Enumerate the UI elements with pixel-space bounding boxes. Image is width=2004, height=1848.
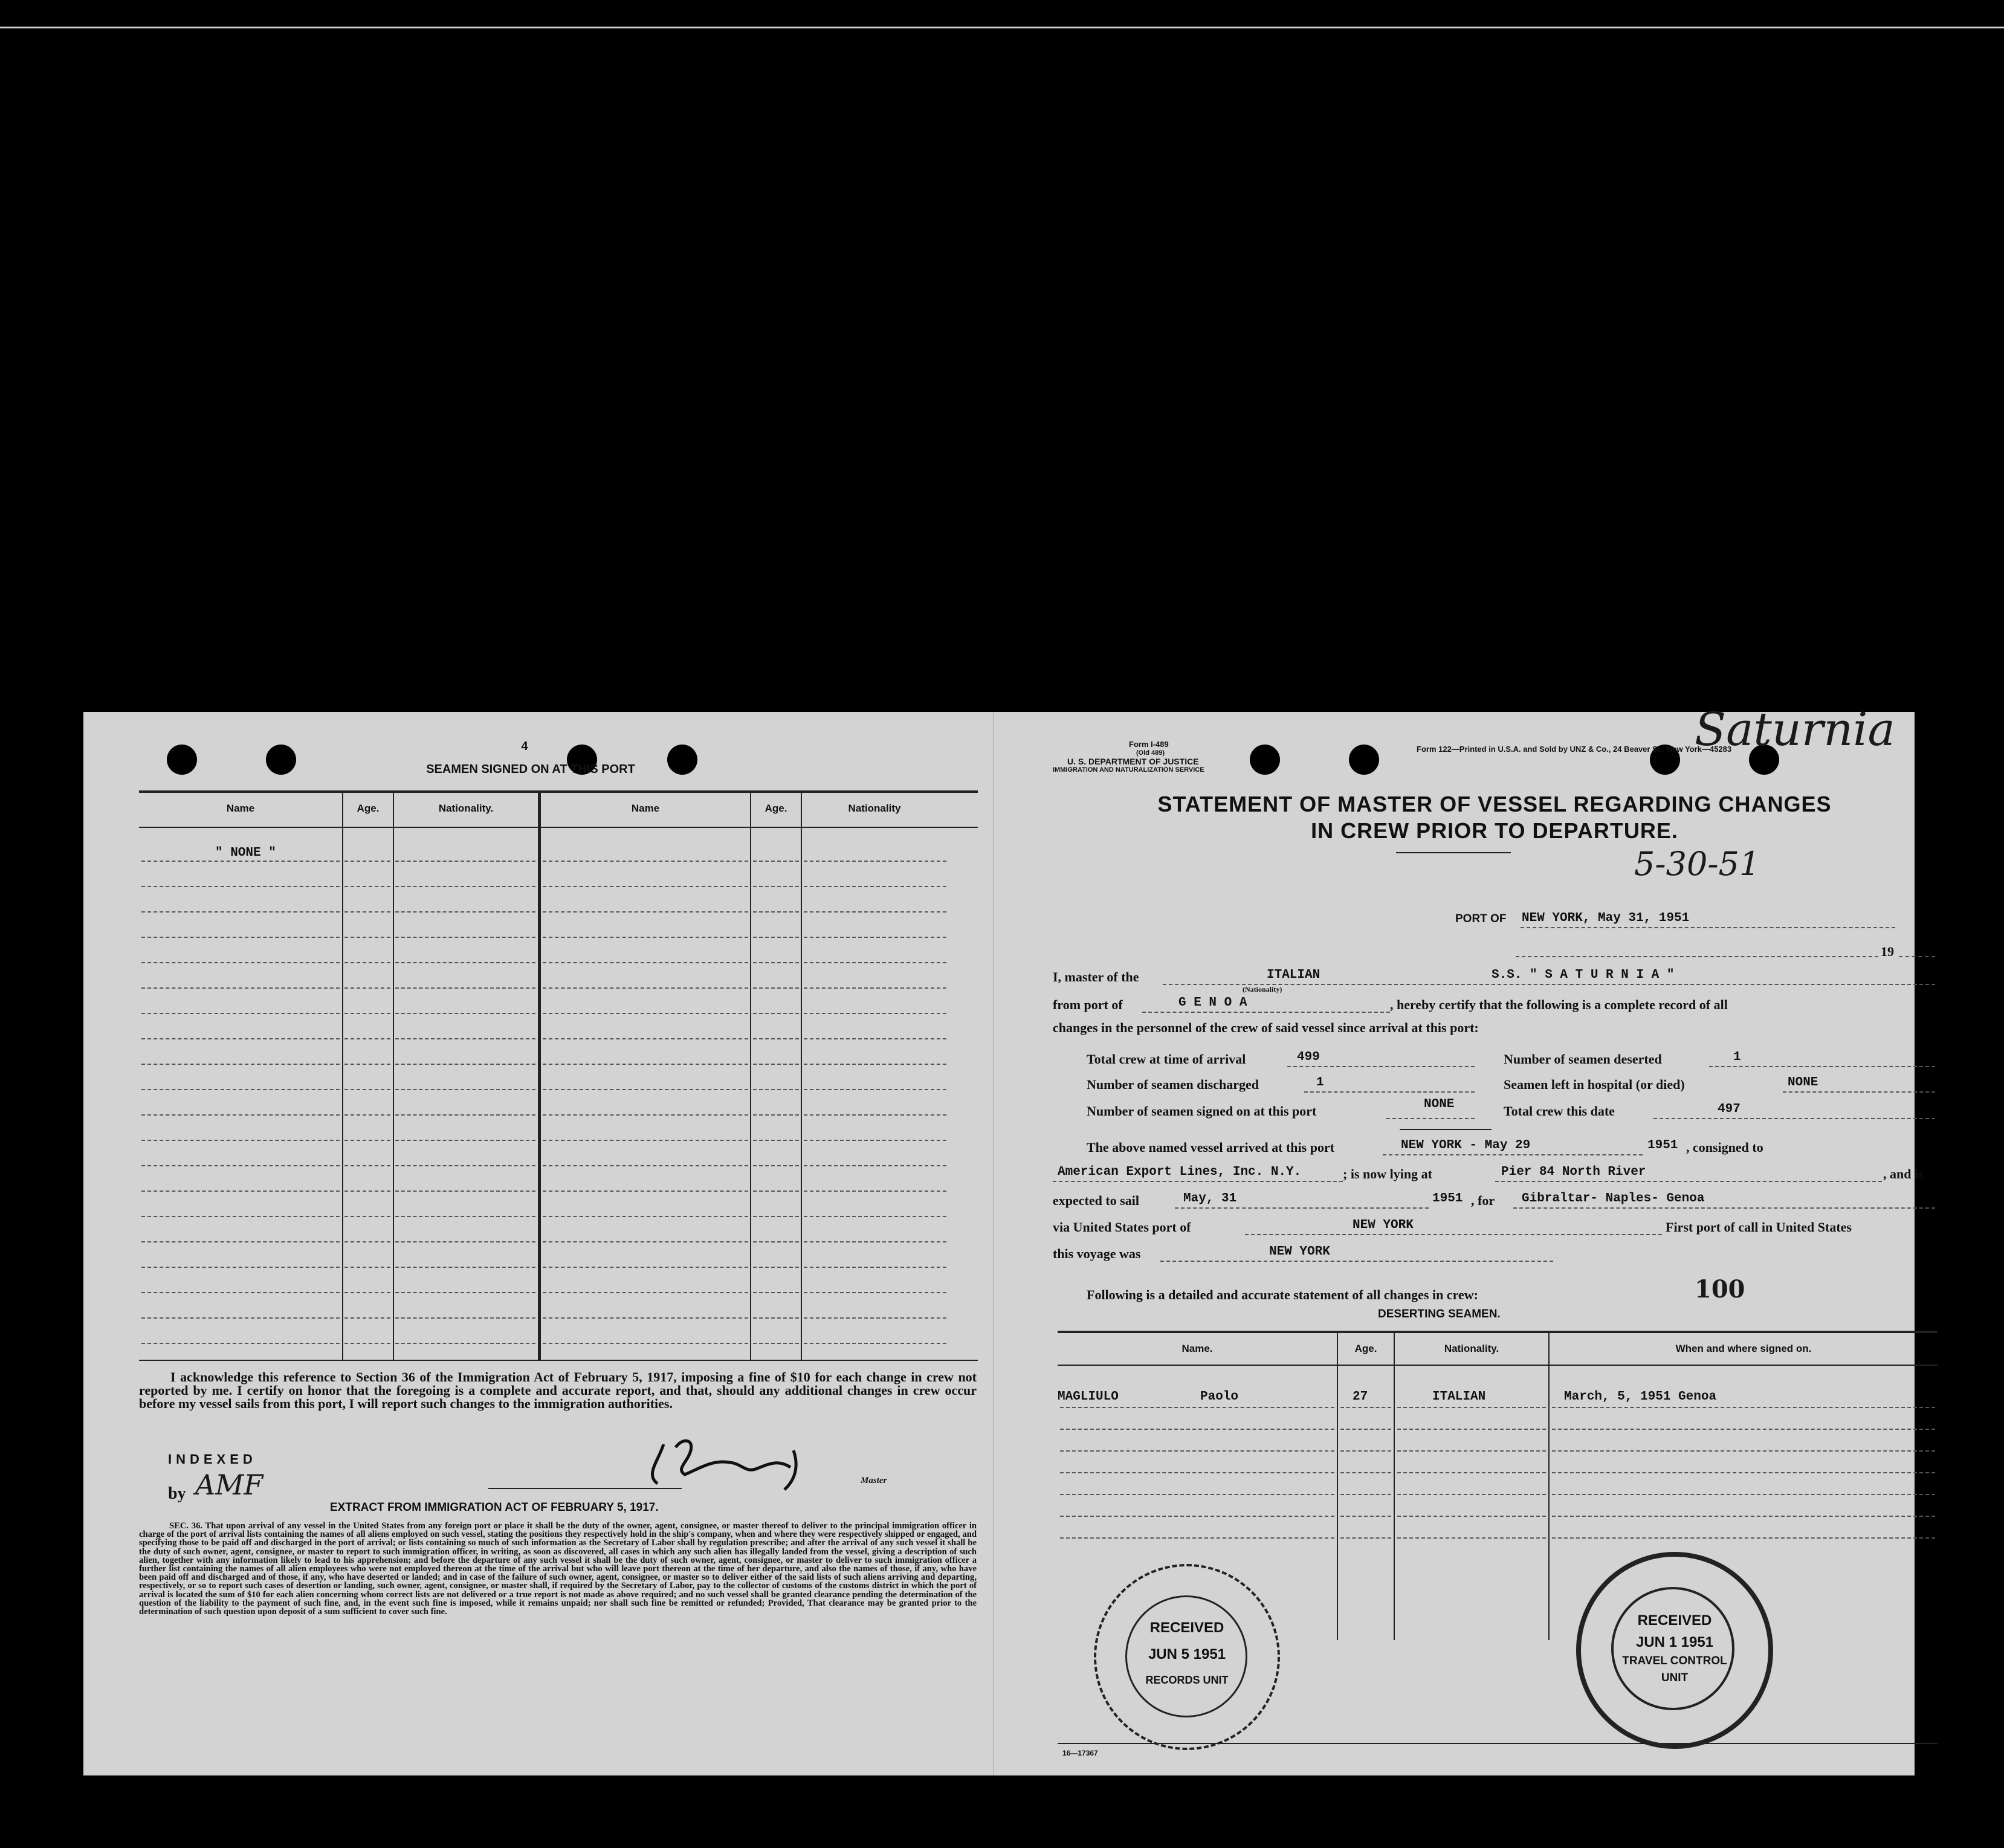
received-stamp-records [1094, 1564, 1280, 1750]
ruled-line [344, 1165, 390, 1166]
indexed-stamp: INDEXED [168, 1452, 257, 1467]
signed-on-label: Number of seamen signed on at this port [1087, 1103, 1317, 1119]
following-text: Following is a detailed and accurate statement of all changes in crew: [1087, 1287, 1478, 1302]
ruled-line [1397, 1537, 1546, 1539]
ship-value: S.S. " S A T U R N I A " [1492, 968, 1675, 982]
ruled-line [344, 1317, 390, 1319]
fill-line [1485, 984, 1935, 985]
voyage-value: NEW YORK [1269, 1245, 1330, 1259]
ruled-line [804, 911, 946, 913]
punch-hole [266, 745, 296, 775]
ruled-line [543, 911, 748, 913]
fill-line [1163, 984, 1483, 985]
ruled-line [344, 1241, 390, 1242]
ruled-line [344, 1089, 390, 1090]
total-date-label: Total crew this date [1504, 1103, 1615, 1119]
ruled-line [141, 861, 340, 862]
arrived-year: 1951 [1647, 1139, 1678, 1152]
fill-line [1053, 1181, 1343, 1182]
fill-line [1160, 1261, 1553, 1262]
table-top-rule [1058, 1331, 1938, 1333]
ruled-line [1340, 1472, 1391, 1473]
ruled-line [753, 1292, 799, 1293]
ruled-line [804, 1038, 946, 1039]
ruled-line [395, 1241, 535, 1242]
ruled-line [1340, 1407, 1391, 1408]
title-underline [1396, 852, 1511, 853]
column-header-name: Name [226, 803, 255, 814]
fill-line [1175, 1207, 1429, 1209]
table-top-rule [139, 790, 978, 793]
hospital-label: Seamen left in hospital (or died) [1504, 1077, 1685, 1092]
col-divider [342, 792, 343, 1360]
year-prefix: 19 [1881, 944, 1894, 959]
ruled-line [1552, 1494, 1935, 1495]
ruled-line [395, 1317, 535, 1319]
ruled-line [141, 1114, 340, 1116]
ruled-line [141, 1140, 340, 1141]
ruled-line [344, 1064, 390, 1065]
discharged-value: 1 [1316, 1076, 1324, 1090]
ruled-line [804, 1317, 946, 1319]
ruled-line [141, 1343, 340, 1344]
ruled-line [1552, 1429, 1935, 1430]
ruled-line [1340, 1516, 1391, 1517]
vessel-name-handwritten: Saturnia [1695, 702, 1895, 756]
total-arrival-label: Total crew at time of arrival [1087, 1052, 1246, 1067]
ruled-line [395, 937, 535, 938]
ruled-line [753, 1317, 799, 1319]
master-of-label: I, master of the [1053, 969, 1139, 984]
ruled-line [395, 1165, 535, 1166]
ruled-line [753, 1216, 799, 1217]
ruled-line [141, 886, 340, 887]
fill-line [1287, 1066, 1475, 1067]
ruled-line [543, 1216, 748, 1217]
consignee-value: American Export Lines, Inc. N.Y. [1058, 1165, 1302, 1179]
ruled-line [395, 1191, 535, 1192]
first-port-label: First port of call in United States [1666, 1220, 1852, 1235]
stamp-unit: TRAVEL CONTROL [1622, 1655, 1727, 1667]
master-signature [639, 1426, 821, 1493]
via-label: via United States port of [1053, 1220, 1191, 1235]
signed-on-value: NONE [1424, 1097, 1455, 1111]
expected-label: expected to sail [1053, 1193, 1139, 1208]
total-arrival-value: 499 [1297, 1050, 1320, 1064]
ruled-line [141, 1089, 340, 1090]
certify-text-2: changes in the personnel of the crew of said vessel since arrival at this port: [1053, 1020, 1479, 1035]
ruled-line [804, 937, 946, 938]
ruled-line [804, 1064, 946, 1065]
form-title-line-2: IN CREW PRIOR TO DEPARTURE. [1311, 818, 1678, 843]
column-header-age: Age. [764, 803, 787, 814]
ruled-line [543, 1038, 748, 1039]
ruled-line [1060, 1429, 1334, 1430]
ruled-line [344, 886, 390, 887]
ruled-line [543, 886, 748, 887]
ruled-line [1340, 1450, 1391, 1452]
column-header-nationality: Nationality. [438, 803, 494, 814]
ruled-line [543, 1191, 748, 1192]
column-header-age: Age. [357, 803, 380, 814]
arrived-label: The above named vessel arrived at this port [1087, 1140, 1335, 1155]
ruled-line [344, 911, 390, 913]
fill-line [1383, 1154, 1643, 1155]
ruled-line [344, 1343, 390, 1344]
ruled-line [395, 1013, 535, 1014]
ruled-line [753, 1013, 799, 1014]
ruled-line [543, 937, 748, 938]
ruled-line [344, 937, 390, 938]
ruled-line [543, 1317, 748, 1319]
left-page-title: SEAMEN SIGNED ON AT THIS PORT [426, 763, 635, 776]
ruled-line [1552, 1537, 1935, 1539]
ruled-line [543, 1089, 748, 1090]
and-is-label: , and is [1883, 1166, 1924, 1181]
deserted-label: Number of seamen deserted [1504, 1052, 1662, 1067]
ruled-line [395, 1267, 535, 1268]
ruled-line [395, 1038, 535, 1039]
extract-title: EXTRACT FROM IMMIGRATION ACT OF FEBRUARY 5, 1917. [330, 1501, 659, 1514]
stamp-received: RECEIVED [1149, 1620, 1224, 1636]
ruled-line [395, 987, 535, 989]
ruled-line [141, 1267, 340, 1268]
consigned-label: , consigned to [1686, 1140, 1763, 1155]
rule [1400, 1129, 1492, 1130]
form-number: Form I-489 [1129, 740, 1169, 749]
top-border-line [0, 27, 2004, 28]
ruled-line [753, 1241, 799, 1242]
deserting-title: DESERTING SEAMEN. [1378, 1308, 1501, 1320]
stamp-unit-2: UNIT [1661, 1672, 1689, 1684]
ruled-line [804, 1165, 946, 1166]
ruled-line [543, 1343, 748, 1344]
table-bottom-rule [139, 1360, 978, 1361]
ruled-line [804, 1013, 946, 1014]
fill-line [1142, 1012, 1390, 1013]
ruled-line [1397, 1450, 1546, 1452]
voyage-label: this voyage was [1053, 1246, 1141, 1261]
ruled-line [753, 987, 799, 989]
ruled-line [543, 987, 748, 989]
deserted-value: 1 [1733, 1050, 1741, 1064]
ruled-line [753, 1140, 799, 1141]
ruled-line [543, 1241, 748, 1242]
row-nationality: ITALIAN [1432, 1390, 1486, 1404]
nationality-value: ITALIAN [1267, 968, 1320, 982]
service-name: IMMIGRATION AND NATURALIZATION SERVICE [1053, 766, 1204, 774]
ruled-line [753, 1114, 799, 1116]
ruled-line [753, 1089, 799, 1090]
table-header-rule [1058, 1365, 1938, 1366]
stamp-unit: RECORDS UNIT [1145, 1674, 1229, 1686]
ruled-line [344, 1114, 390, 1116]
ruled-line [1060, 1516, 1334, 1517]
ruled-line [141, 911, 340, 913]
stamp-date: JUN 5 1951 [1148, 1646, 1226, 1662]
ruled-line [1552, 1516, 1935, 1517]
ruled-line [804, 861, 946, 862]
form-title: STATEMENT OF MASTER OF VESSEL REGARDING CHANGES [1157, 792, 1832, 816]
ruled-line [543, 1292, 748, 1293]
ruled-line [395, 962, 535, 963]
fill-line [1516, 956, 1878, 957]
ruled-line [753, 962, 799, 963]
from-port-label: from port of [1053, 997, 1123, 1012]
ruled-line [141, 1165, 340, 1166]
row-signed-on: March, 5, 1951 Genoa [1564, 1390, 1717, 1404]
ruled-line [1060, 1472, 1334, 1473]
certify-text: , hereby certify that the following is a complete record of all [1390, 997, 1728, 1012]
ruled-line [543, 1013, 748, 1014]
ruled-line [344, 1038, 390, 1039]
expected-year: 1951 [1432, 1192, 1463, 1206]
col-divider [801, 792, 802, 1360]
from-port-value: G E N O A [1178, 996, 1247, 1010]
row-surname: MAGLIULO [1058, 1390, 1119, 1404]
ruled-line [804, 886, 946, 887]
ruled-line [344, 1013, 390, 1014]
punch-hole [1250, 745, 1280, 775]
ruled-line [1340, 1537, 1391, 1539]
ruled-line [141, 962, 340, 963]
footer-code: 16—17367 [1062, 1749, 1098, 1757]
ruled-line [141, 1038, 340, 1039]
ruled-line [753, 886, 799, 887]
ruled-line [804, 1241, 946, 1242]
fill-line [1304, 1091, 1475, 1093]
form-old-number: (Old 489) [1136, 749, 1165, 757]
ruled-line [753, 1343, 799, 1344]
ruled-line [141, 1013, 340, 1014]
rule [1058, 1743, 1938, 1744]
ruled-line [543, 962, 748, 963]
port-label: PORT OF [1455, 913, 1507, 925]
column-header-signed-on: When and where signed on. [1675, 1343, 1812, 1354]
ruled-line [344, 1191, 390, 1192]
ruled-line [1397, 1472, 1546, 1473]
nationality-caption: (Nationality) [1243, 985, 1282, 993]
column-header-nationality: Nationality [848, 803, 901, 814]
ruled-line [804, 1114, 946, 1116]
ruled-line [1552, 1472, 1935, 1473]
col-divider [393, 792, 394, 1360]
ruled-line [1397, 1516, 1546, 1517]
ruled-line [1340, 1494, 1391, 1495]
fill-line [1899, 956, 1935, 957]
column-header-age: Age. [1354, 1343, 1377, 1354]
ruled-line [753, 1165, 799, 1166]
section-36-text: SEC. 36. That upon arrival of any vessel in the United States from any foreign port or place it shall be the duty of the owner, agent, consignee, or master thereof to deliver to the principal immigration officer in charge of the port of arrival lists containing the names of all aliens employed on such vessel, stating the positions they respectively hold in the ship's company, when and where they were respectively shipped or engaged, and specifying those to be paid off and discharged in the port of arrival; or lists containing so much of such information as the Secretary of Labor shall by regulation prescribe; and after the arrival of any such vessel it shall be the duty of such owner, agent, consignee, or master to report to such immigration officer, in writing, as soon as discovered, all cases in which any such alien has illegally landed from the vessel, giving a description of such alien, together with any information likely to lead to his apprehension; and before the departure of any such vessel it shall be the duty of such owner, agent, consignee, or master to deliver to such immigration officer a further list containing the names of all alien employees who were not employed thereon at the time of the arrival but who will leave port thereon at the time of her departure, and also the names of those, if any, who have been paid off and discharged and of those, if any, who have deserted or landed; and in case of the failure of such owner, agent, consignee, or master so to deliver either of the said lists of such aliens arriving and departing, respectively, or so to report such cases of desertion or landing, such owner, agent, consignee, or master shall, if required by the Secretary of Labor, pay to the collector of customs of the customs district in which the port of arrival is located the sum of $10 for each alien concerning whom correct lists are not delivered or a true report is not made as above required; and no such vessel shall be granted clearance pending the determination of the question of the liability to the payment of such fine, and, in the event such fine is imposed, while it remains unpaid; nor shall such fine be remitted or refunded; Provided, That clearance may be granted prior to the determination of such question upon deposit of a sum sufficient to cover such fine. [139, 1521, 977, 1617]
fill-line [1709, 1066, 1935, 1067]
hospital-value: NONE [1788, 1076, 1818, 1090]
punch-hole [167, 745, 197, 775]
ruled-line [543, 1114, 748, 1116]
ruled-line [141, 1064, 340, 1065]
fill-line [1653, 1118, 1935, 1119]
ruled-line [543, 861, 748, 862]
for-value: Gibraltar- Naples- Genoa [1522, 1192, 1705, 1206]
ruled-line [804, 1191, 946, 1192]
ruled-line [141, 1317, 340, 1319]
column-header-nationality: Nationality. [1444, 1343, 1499, 1354]
ruled-line [141, 937, 340, 938]
fill-line [1245, 1234, 1662, 1235]
ruled-line [395, 1292, 535, 1293]
by-label: by [168, 1484, 186, 1503]
ruled-line [543, 1267, 748, 1268]
ruled-line [141, 987, 340, 989]
column-header-name: Name. [1181, 1343, 1213, 1354]
ruled-line [753, 937, 799, 938]
port-value: NEW YORK, May 31, 1951 [1522, 911, 1690, 925]
ruled-line [395, 1140, 535, 1141]
for-label: , for [1471, 1193, 1495, 1208]
rule [488, 1488, 682, 1489]
ruled-line [804, 987, 946, 989]
ruled-line [344, 1267, 390, 1268]
ruled-line [1060, 1494, 1334, 1495]
col-divider [538, 792, 541, 1360]
master-caption: Master [861, 1476, 887, 1485]
fill-line [1386, 1118, 1475, 1119]
column-header-name: Name [631, 803, 660, 814]
ruled-line [141, 1216, 340, 1217]
ruled-line [344, 987, 390, 989]
ruled-line [344, 1216, 390, 1217]
row-age: 27 [1353, 1390, 1368, 1404]
fill-line [1495, 1181, 1882, 1182]
ruled-line [1552, 1407, 1935, 1408]
ruled-line [141, 1241, 340, 1242]
ruled-line [804, 1089, 946, 1090]
ruled-line [543, 1064, 748, 1065]
row-given-name: Paolo [1200, 1390, 1239, 1404]
ruled-line [804, 1216, 946, 1217]
page-fold [993, 712, 994, 1775]
ruled-line [753, 1064, 799, 1065]
ruled-line [344, 861, 390, 862]
col-divider [1394, 1332, 1395, 1640]
fill-line [1783, 1091, 1935, 1093]
date-handwritten: 5-30-51 [1634, 845, 1760, 883]
ruled-line [1060, 1537, 1334, 1539]
ruled-line [1060, 1450, 1334, 1452]
ruled-line [395, 911, 535, 913]
fill-line [1513, 1207, 1935, 1209]
page-number: 4 [521, 740, 528, 753]
ruled-line [395, 1343, 535, 1344]
initials-handwritten: AMF [195, 1468, 263, 1501]
punch-hole [1349, 745, 1379, 775]
ruled-line [753, 1038, 799, 1039]
received-stamp-travel-control [1576, 1552, 1773, 1749]
ruled-line [543, 1140, 748, 1141]
handwritten-number: 100 [1695, 1275, 1745, 1304]
ruled-line [141, 1191, 340, 1192]
ruled-line [1060, 1407, 1334, 1408]
ruled-line [395, 1089, 535, 1090]
col-divider [1337, 1332, 1338, 1640]
ruled-line [753, 1267, 799, 1268]
ruled-line [1397, 1494, 1546, 1495]
ruled-line [1397, 1407, 1546, 1408]
ruled-line [1340, 1429, 1391, 1430]
ruled-line [1552, 1450, 1935, 1452]
ruled-line [344, 1292, 390, 1293]
stamp-received: RECEIVED [1637, 1612, 1712, 1629]
ruled-line [804, 1343, 946, 1344]
ruled-line [804, 1140, 946, 1141]
stamp-date: JUN 1 1951 [1635, 1634, 1714, 1650]
ruled-line [395, 1114, 535, 1116]
ruled-line [395, 886, 535, 887]
ruled-line [804, 962, 946, 963]
printer-line: Form 122—Printed in U.S.A. and Sold by UNZ & Co., 24 Beaver St., New York—45283 [1417, 745, 1732, 754]
expected-value: May, 31 [1183, 1192, 1237, 1206]
department-name: U. S. DEPARTMENT OF JUSTICE [1067, 757, 1199, 766]
ruled-line [395, 1064, 535, 1065]
ruled-line [395, 861, 535, 862]
total-date-value: 497 [1718, 1102, 1741, 1116]
col-divider [1548, 1332, 1550, 1640]
ruled-line [344, 1140, 390, 1141]
ruled-line [395, 1216, 535, 1217]
discharged-label: Number of seamen discharged [1087, 1077, 1259, 1092]
none-entry: " NONE " [215, 846, 276, 860]
ruled-line [753, 861, 799, 862]
table-header-rule [139, 827, 978, 828]
acknowledgement-text: I acknowledge this reference to Section 36 of the Immigration Act of February 5, 1917, imposing a fine of $10 for each change in crew not reported by me. I certify on honor that the foregoing is a complete and accurate report, and that, should any additional changes in crew occur before my vessel sails from this port, I will report such changes to the immigration authorities. [139, 1369, 977, 1411]
ruled-line [804, 1267, 946, 1268]
ruled-line [1397, 1429, 1546, 1430]
document-sheet [83, 702, 1924, 1775]
ruled-line [141, 1292, 340, 1293]
via-value: NEW YORK [1353, 1218, 1414, 1232]
ruled-line [804, 1292, 946, 1293]
lying-value: Pier 84 North River [1501, 1165, 1646, 1179]
arrived-value: NEW YORK - May 29 [1401, 1139, 1531, 1152]
lying-label: ; is now lying at [1343, 1166, 1432, 1181]
col-divider [750, 792, 751, 1360]
fill-line [1521, 927, 1895, 928]
ruled-line [543, 1165, 748, 1166]
ruled-line [753, 1191, 799, 1192]
ruled-line [753, 911, 799, 913]
ruled-line [344, 962, 390, 963]
